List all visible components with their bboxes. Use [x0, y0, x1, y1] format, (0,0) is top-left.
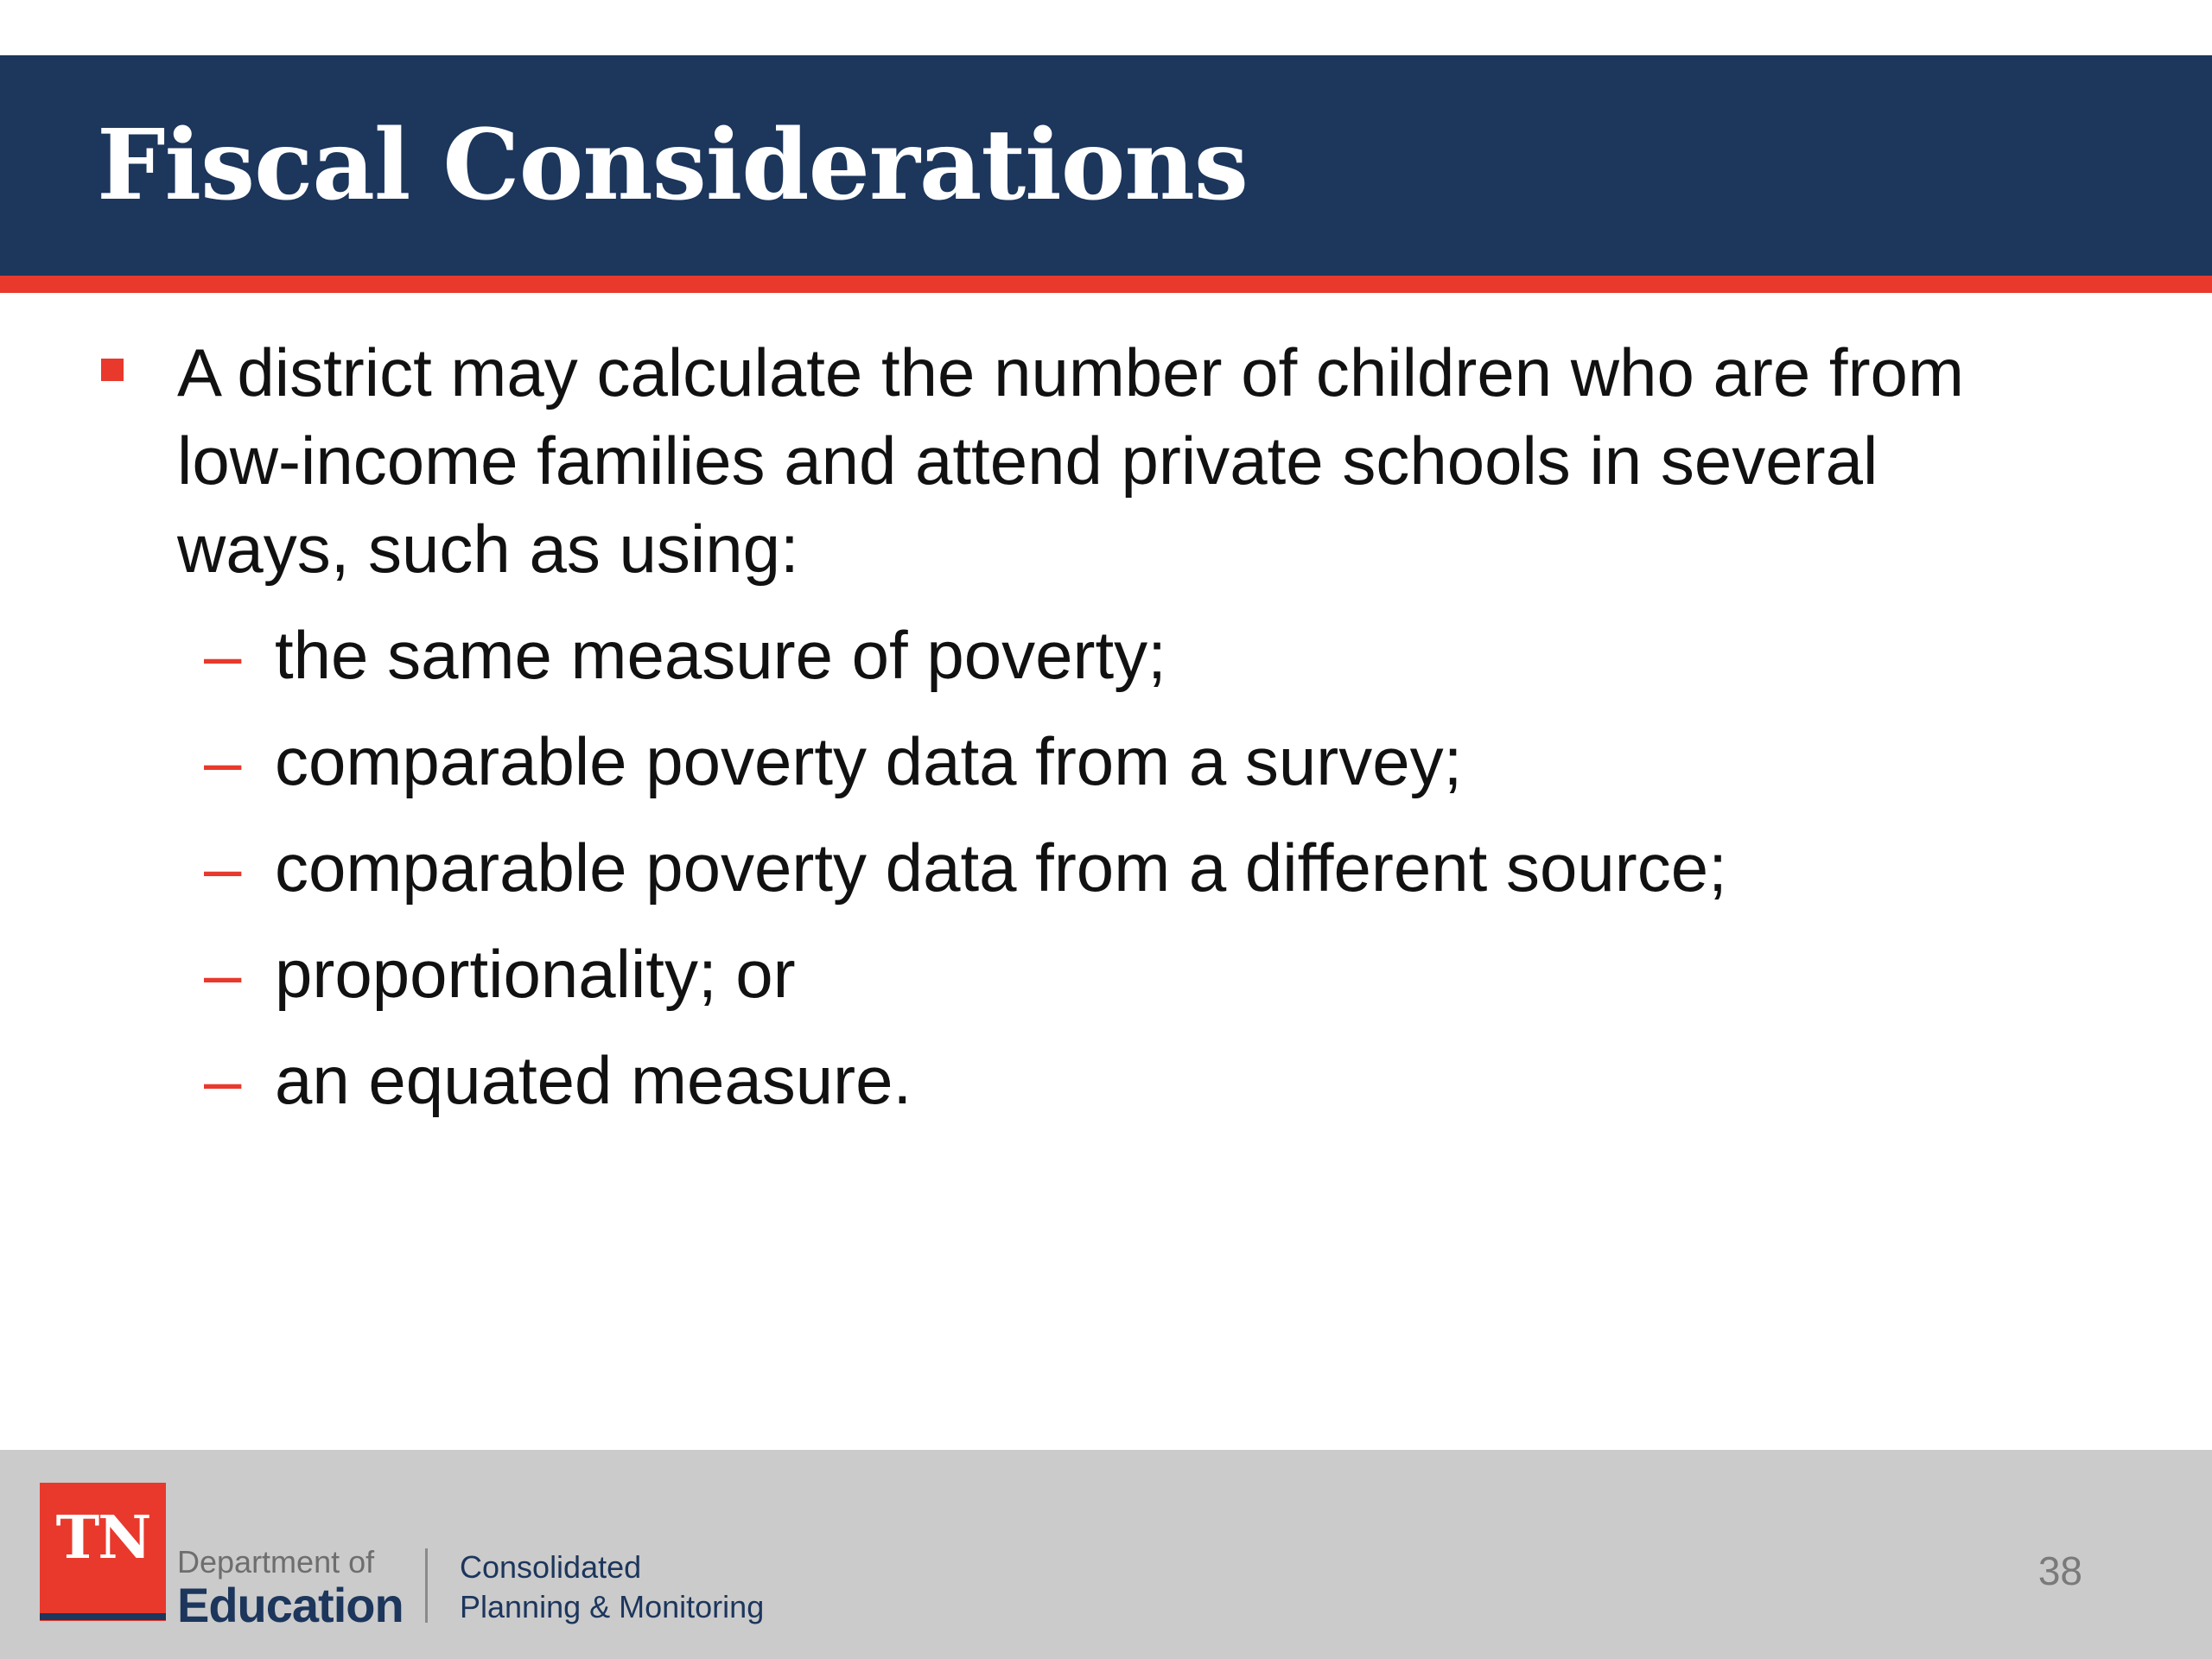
dash-bullet-icon: –: [204, 1042, 242, 1118]
dash-bullet-icon: –: [204, 830, 242, 906]
department-label: Department of: [177, 1544, 375, 1580]
sub-bullet-item: [0, 602, 1987, 708]
sub-bullet-text: comparable poverty data from a different source;: [275, 830, 1727, 906]
sub-bullet-text: the same measure of poverty;: [275, 617, 1166, 693]
square-bullet-icon: [101, 359, 124, 381]
footer-divider: [425, 1548, 428, 1623]
education-label: Education: [177, 1578, 404, 1632]
office-label-line1: Consolidated: [460, 1549, 642, 1585]
office-label-line2: Planning & Monitoring: [460, 1589, 765, 1624]
sub-bullet-item: [0, 709, 1987, 814]
dash-bullet-icon: –: [204, 617, 242, 693]
slide-title: Fiscal Considerations: [97, 109, 1248, 222]
logo-underline: [40, 1613, 166, 1620]
sub-bullet-item: [0, 1027, 1987, 1133]
dash-bullet-icon: –: [204, 723, 242, 799]
dash-bullet-icon: –: [204, 936, 242, 1012]
sub-bullet-text: comparable poverty data from a survey;: [275, 723, 1463, 799]
sub-bullet-text: proportionality; or: [275, 936, 796, 1012]
tn-logo: [40, 1483, 166, 1621]
tn-logo-text: TN: [55, 1503, 150, 1573]
sub-bullet-item: [0, 921, 1987, 1027]
sub-bullet-item: [0, 815, 1987, 920]
main-bullet-text: A district may calculate the number of children who are from low-income families and attend private schools in several ways, such as using:: [177, 334, 1964, 587]
sub-bullet-text: an equated measure.: [275, 1042, 912, 1118]
page-number: 38: [2037, 1548, 2082, 1593]
